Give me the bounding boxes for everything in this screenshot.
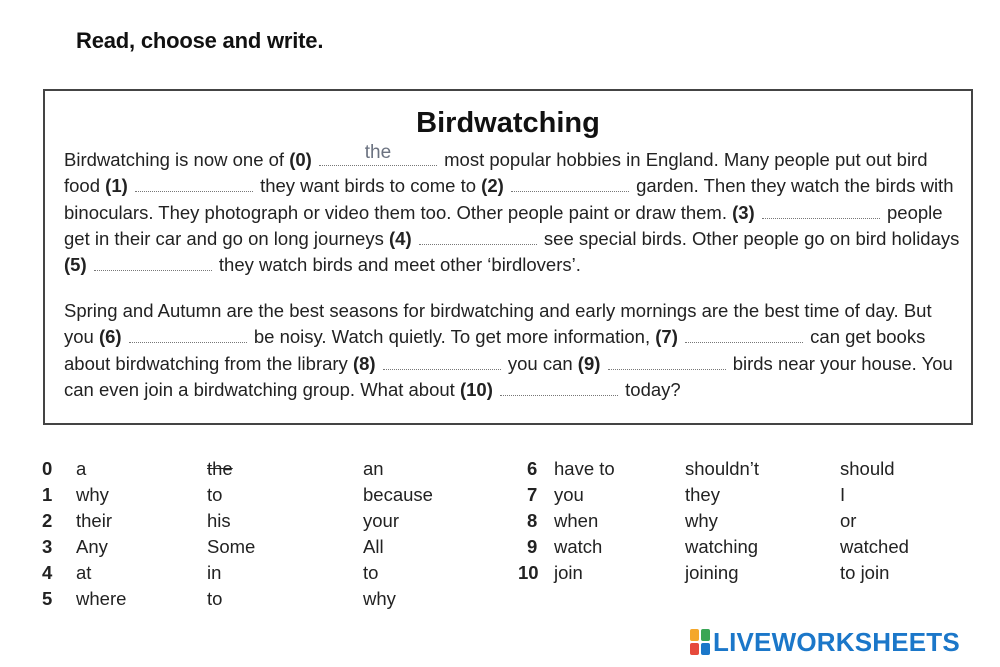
option-b: why (685, 510, 718, 531)
option-a: when (554, 510, 599, 531)
text: they watch birds and meet other ‘birdlovers’. (218, 254, 581, 276)
option-number: 10 (518, 562, 539, 583)
option-a: their (76, 510, 112, 531)
option-a: where (76, 588, 127, 609)
paragraph-1 (64, 141, 964, 278)
gap-number-2: (2) (481, 175, 504, 197)
option-c: to join (840, 562, 890, 583)
gap-number-8: (8) (352, 352, 376, 374)
option-c: an (363, 458, 384, 479)
answer-blank-7[interactable] (685, 324, 803, 343)
gap-number-10: (10) (459, 378, 493, 400)
answer-blank-8[interactable] (383, 351, 501, 370)
gap-number-6: (6) (98, 326, 122, 348)
gap-number-5: (5) (64, 254, 87, 276)
liveworksheets-logo (690, 627, 960, 657)
logo-square-1 (690, 629, 699, 641)
answer-blank-0[interactable] (319, 141, 437, 166)
option-a: join (554, 562, 583, 583)
answer-blank-4[interactable] (419, 226, 537, 245)
logo-icon (690, 629, 710, 655)
option-number: 8 (527, 510, 538, 531)
option-b: to (207, 588, 223, 609)
text: people get in their car and go on long journeys (64, 201, 943, 249)
option-a: a (76, 458, 87, 479)
option-c: because (363, 484, 433, 505)
option-c: your (363, 510, 399, 531)
text: garden. Then they watch the birds with binoculars. They photograph or video them too. Other people paint or draw them. (64, 175, 954, 223)
option-b: watching (685, 536, 759, 557)
option-a: you (554, 484, 584, 505)
text: you can (507, 352, 573, 374)
text: can get books about birdwatching from the library (64, 326, 926, 374)
logo-square-2 (701, 629, 710, 641)
option-a: watch (554, 536, 603, 557)
option-b: joining (685, 562, 739, 583)
answer-blank-2[interactable] (511, 173, 629, 192)
option-c: All (363, 536, 384, 557)
text: they want birds to come to (260, 175, 477, 197)
answer-blank-5[interactable] (94, 252, 212, 271)
gap-number-3: (3) (732, 201, 755, 223)
passage-title: Birdwatching (416, 107, 600, 139)
logo-square-4 (701, 643, 710, 655)
option-number: 2 (42, 510, 53, 531)
option-b: in (207, 562, 222, 583)
option-number: 7 (527, 484, 538, 505)
answer-blank-10[interactable] (500, 377, 618, 396)
option-a: why (76, 484, 109, 505)
text: today? (625, 378, 681, 400)
text: Spring and Autumn are the best seasons for birdwatching and early mornings are the best time of day. But you (64, 300, 932, 348)
text: Birdwatching is now one of (64, 149, 285, 170)
reading-box (43, 89, 973, 425)
option-c: why (363, 588, 396, 609)
option-number: 4 (42, 562, 53, 583)
option-c: to (363, 562, 379, 583)
answer-blank-1[interactable] (135, 173, 253, 192)
gap-number-7: (7) (655, 326, 678, 348)
option-b: shouldn’t (685, 458, 760, 479)
answer-blank-6[interactable] (129, 324, 247, 343)
option-b: Some (207, 536, 256, 557)
answer-example: the (364, 141, 392, 163)
option-a: Any (76, 536, 108, 557)
option-a: have to (554, 458, 615, 479)
instruction-heading: Read, choose and write. (76, 28, 324, 53)
text: see special birds. Other people go on bird holidays (543, 227, 960, 249)
gap-number-1: (1) (105, 175, 128, 197)
paragraph-2 (64, 298, 964, 403)
option-b: they (685, 484, 720, 505)
option-number: 5 (42, 588, 53, 609)
option-number: 3 (42, 536, 53, 557)
option-b-crossed: the (207, 458, 233, 479)
option-b: his (207, 510, 231, 531)
text: be noisy. Watch quietly. To get more information, (253, 326, 651, 348)
option-number: 0 (42, 458, 53, 479)
option-c: should (840, 458, 895, 479)
logo-square-3 (690, 643, 699, 655)
answer-blank-9[interactable] (608, 351, 726, 370)
option-b: to (207, 484, 223, 505)
gap-number-4: (4) (389, 227, 412, 249)
option-number: 9 (527, 536, 538, 557)
text: most popular hobbies in England. Many people put out bird food (64, 149, 928, 197)
logo-text: LIVEWORKSHEETS (713, 626, 960, 657)
option-a: at (76, 562, 92, 583)
text: birds near your house. You can even join a birdwatching group. What about (64, 352, 953, 400)
answer-blank-3[interactable] (762, 200, 880, 219)
gap-number-9: (9) (577, 352, 601, 374)
option-number: 6 (527, 458, 538, 479)
option-c: or (840, 510, 857, 531)
option-number: 1 (42, 484, 53, 505)
option-c: watched (840, 536, 909, 557)
option-c: I (840, 484, 846, 505)
gap-number-0: (0) (289, 149, 312, 170)
